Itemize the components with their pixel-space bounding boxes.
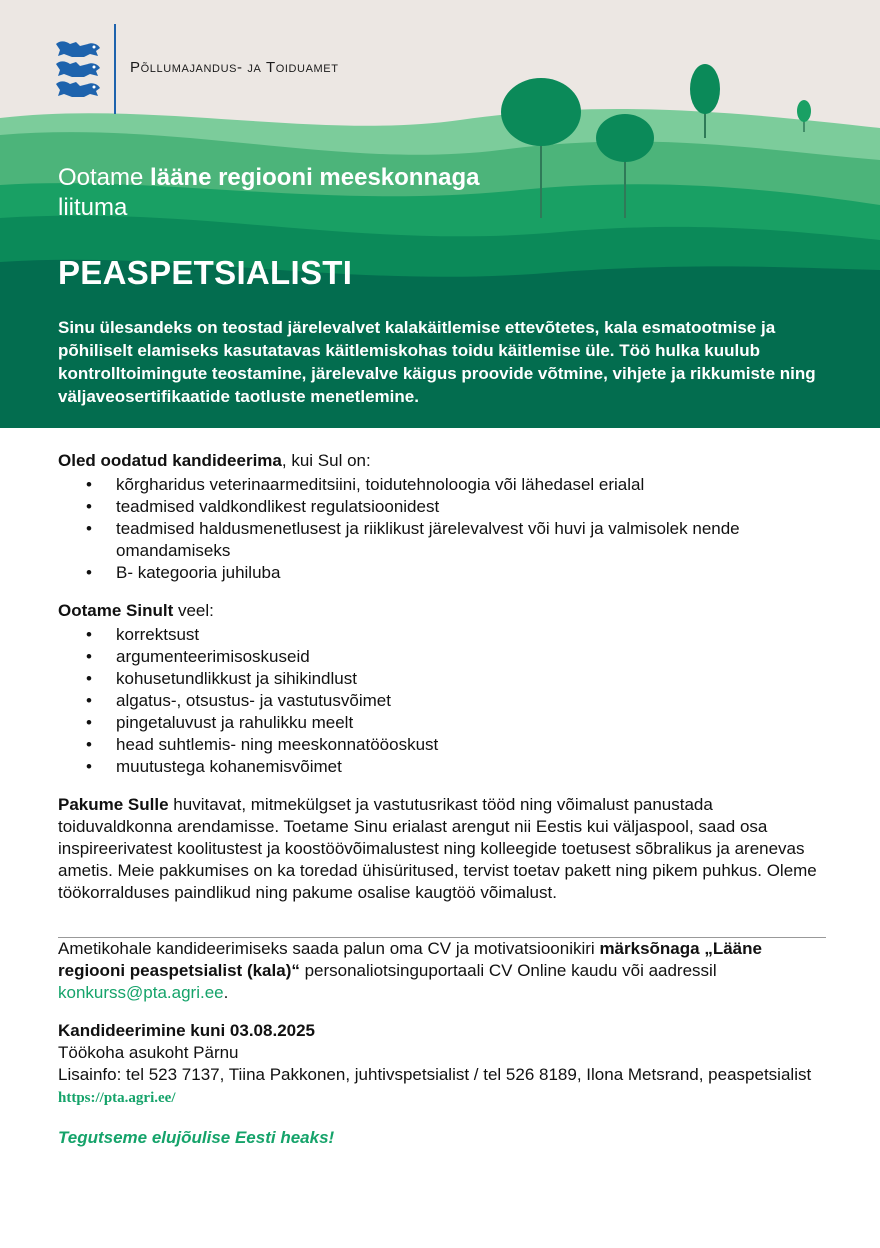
- list-item: • teadmised valdkondlikest regulatsioonidest: [58, 496, 828, 518]
- website-link[interactable]: https://pta.agri.ee/: [58, 1090, 176, 1106]
- requirements-list: [58, 474, 828, 584]
- list-item: • muutustega kohanemisvõimet: [58, 756, 828, 778]
- logo-divider: [114, 24, 116, 114]
- application-section: [58, 938, 828, 1149]
- coat-of-arms-icon: [54, 38, 102, 100]
- list-item: • kõrgharidus veterinaarmeditsiini, toidutehnoloogia või lähedasel erialal: [58, 474, 828, 496]
- agency-name: Põllumajandus- ja Toiduamet: [130, 59, 339, 76]
- list-item: • teadmised haldusmenetlusest ja riiklikust järelevalvest või huvi ja valmisolek nende omandamiseks: [58, 518, 828, 562]
- tree-icon: [690, 64, 720, 114]
- hero-banner: [0, 0, 880, 428]
- qualities-list: [58, 624, 828, 778]
- tree-icon: [596, 114, 654, 162]
- job-title: PEASPETSIALISTI: [58, 254, 353, 291]
- location: Töökoha asukoht Pärnu: [58, 1043, 239, 1062]
- contact-info: Lisainfo: tel 523 7137, Tiina Pakkonen, juhtivspetsialist / tel 526 8189, Ilona Metsrand, peaspetsialist: [58, 1065, 812, 1084]
- list-item: • pingetaluvust ja rahulikku meelt: [58, 712, 828, 734]
- tree-icon: [501, 78, 581, 146]
- tagline: Ootame lääne regiooni meeskonnaga liituma: [58, 164, 480, 221]
- main-content: [58, 450, 828, 904]
- motto: Tegutseme elujõulise Eesti heaks!: [58, 1128, 335, 1147]
- list-item: • algatus-, otsustus- ja vastutusvõimet: [58, 690, 828, 712]
- tree-icon: [797, 100, 811, 122]
- deadline: Kandideerimine kuni 03.08.2025: [58, 1021, 316, 1040]
- requirements-heading: Oled oodatud kandideerima, kui Sul on:: [58, 451, 371, 470]
- intro-text: Sinu ülesandeks on teostad järelevalvet kalakäitlemise ettevõtetes, kala esmatootmise ja põhiliselt elamiseks kasutatavas käitlemiskohas toidu käitlemise üle. Töö hulka kuulub kontrolltoimingute teostamine, järelevalve käigus proovide võtmine, vihjete ja rikkumiste ning väljaveosertifikaatide taotluste menetlemine.: [58, 318, 816, 406]
- qualities-heading: Ootame Sinult veel:: [58, 601, 214, 620]
- list-item: • korrektsust: [58, 624, 828, 646]
- list-item: • head suhtlemis- ning meeskonnatööoskust: [58, 734, 828, 756]
- email-link[interactable]: konkurss@pta.agri.ee: [58, 983, 224, 1002]
- list-item: • argumenteerimisoskuseid: [58, 646, 828, 668]
- apply-paragraph: Ametikohale kandideerimiseks saada palun oma CV ja motivatsioonikiri märksõnaga „Lääne regiooni peaspetsialist (kala)“ personaliotsinguportaali CV Online kaudu või aadressil konkurss@pta.agri.ee.: [58, 939, 762, 1002]
- offer-paragraph: Pakume Sulle huvitavat, mitmekülgset ja vastutusrikast tööd ning võimalust panustada toiduvaldkonna arendamisse. Toetame Sinu erialast arengut nii Eestis kui väljaspool, saad osa inspireerivatest koolitustest ja koostöövõimalustest ning kolleegide toetusest sõbralikus ja arenevas ametis. Meie pakkumises on ka toredad ühisüritused, tervist toetav pakett ning pikem puhkus. Oleme töökorralduses paindlikud ning pakume osalise kaugtöö võimalust.: [58, 795, 817, 902]
- list-item: • B- kategooria juhiluba: [58, 562, 828, 584]
- list-item: • kohusetundlikkust ja sihikindlust: [58, 668, 828, 690]
